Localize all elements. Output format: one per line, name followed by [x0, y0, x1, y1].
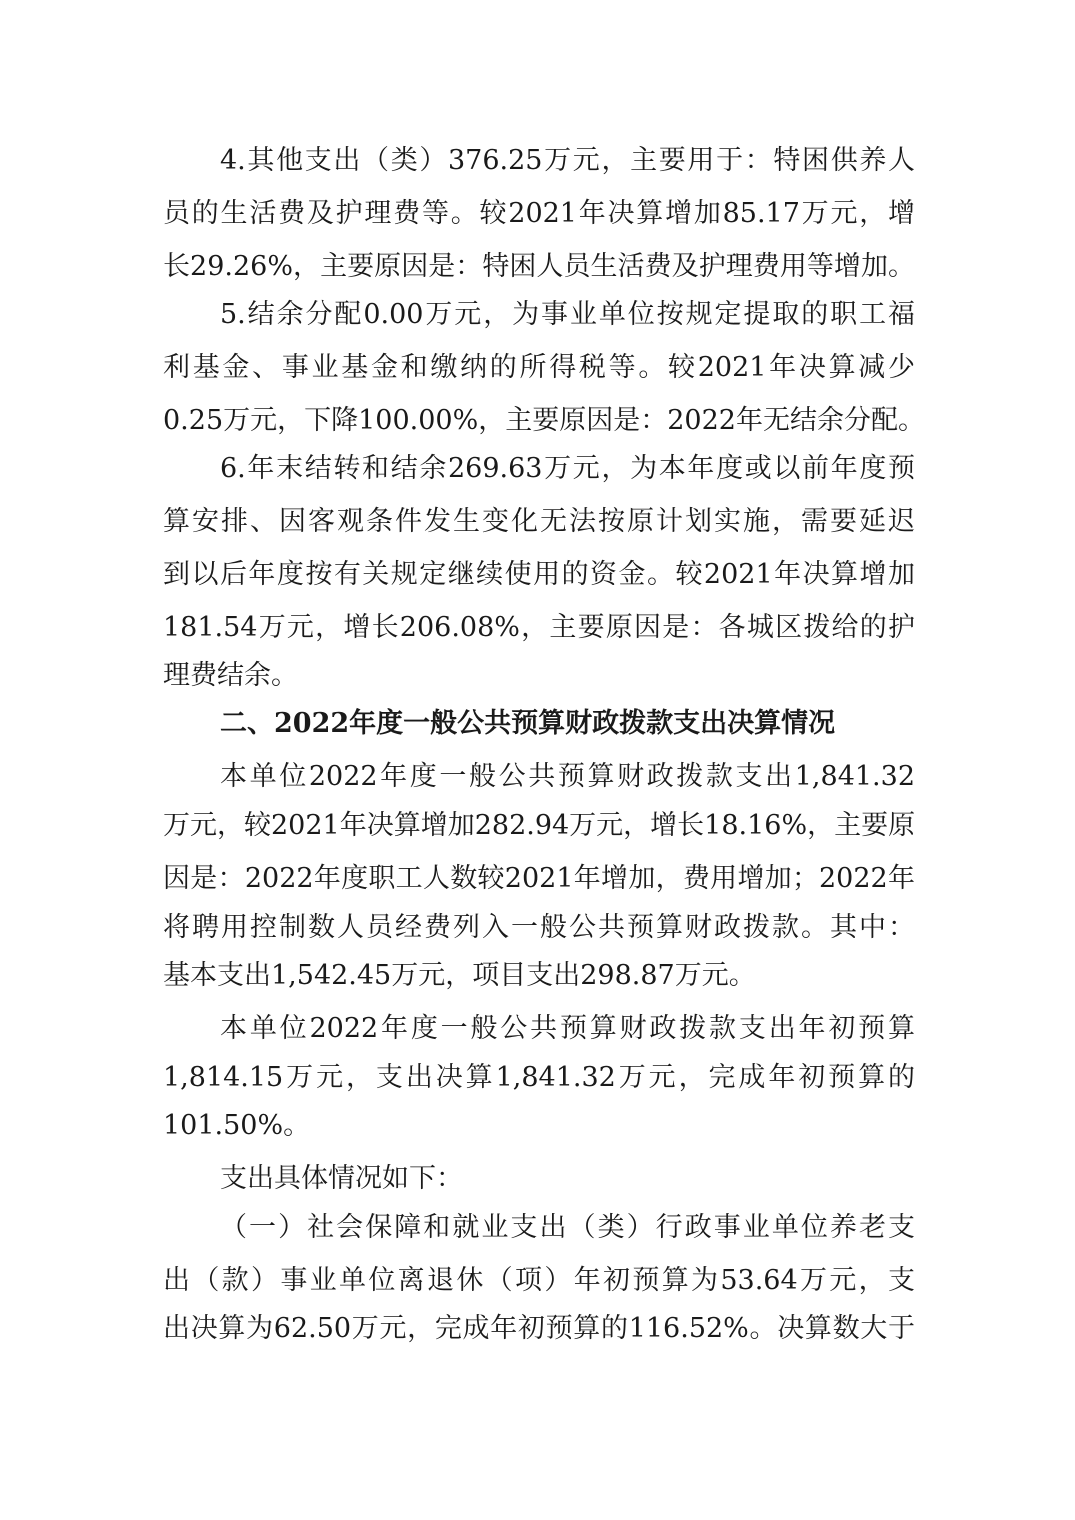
para-surplus-line-2: 利基金、事业基金和缴纳的所得税等。较2021年决算减少: [163, 352, 915, 383]
para-surplus-line-1: 5.结余分配0.00万元，为事业单位按规定提取的职工福: [220, 299, 915, 330]
para-other-expense-line-2: 员的生活费及护理费等。较2021年决算增加85.17万元，增: [163, 198, 915, 229]
para-general-budget-line-3: 因是：2022年度职工人数较2021年增加，费用增加；2022年: [163, 863, 915, 894]
para-details-intro: 支出具体情况如下：: [220, 1163, 463, 1194]
para-general-budget-line-1: 本单位2022年度一般公共预算财政拨款支出1,841.32: [220, 761, 915, 792]
para-social-security-line-1: （一）社会保障和就业支出（类）行政事业单位养老支: [220, 1212, 915, 1243]
para-carryover-line-1: 6.年末结转和结余269.63万元，为本年度或以前年度预: [220, 453, 915, 484]
para-social-security-line-2: 出（款）事业单位离退休（项）年初预算为53.64万元，支: [163, 1265, 915, 1296]
para-general-budget-line-4: 将聘用控制数人员经费列入一般公共预算财政拨款。其中：: [163, 912, 915, 943]
para-initial-budget-line-2: 1,814.15万元，支出决算1,841.32万元，完成年初预算的: [163, 1062, 915, 1093]
para-initial-budget-line-1: 本单位2022年度一般公共预算财政拨款支出年初预算: [220, 1013, 915, 1044]
para-carryover-line-5: 理费结余。: [163, 660, 298, 691]
para-social-security-line-3: 出决算为62.50万元，完成年初预算的116.52%。决算数大于: [163, 1313, 915, 1344]
para-surplus-line-3: 0.25万元，下降100.00%，主要原因是：2022年无结余分配。: [163, 405, 925, 436]
para-other-expense-line-3: 长29.26%，主要原因是：特困人员生活费及护理费用等增加。: [163, 251, 915, 282]
para-carryover-line-3: 到以后年度按有关规定继续使用的资金。较2021年决算增加: [163, 559, 915, 590]
para-carryover-line-2: 算安排、因客观条件发生变化无法按原计划实施，需要延迟: [163, 506, 915, 537]
para-general-budget-line-5: 基本支出1,542.45万元，项目支出298.87万元。: [163, 960, 756, 991]
para-initial-budget-line-3: 101.50%。: [163, 1110, 311, 1141]
para-other-expense-line-1: 4.其他支出（类）376.25万元，主要用于：特困供养人: [220, 145, 915, 176]
para-carryover-line-4: 181.54万元，增长206.08%，主要原因是：各城区拨给的护: [163, 612, 915, 643]
para-general-budget-line-2: 万元，较2021年决算增加282.94万元，增长18.16%，主要原: [163, 810, 916, 841]
section-heading: 二、2022年度一般公共预算财政拨款支出决算情况: [220, 708, 836, 739]
